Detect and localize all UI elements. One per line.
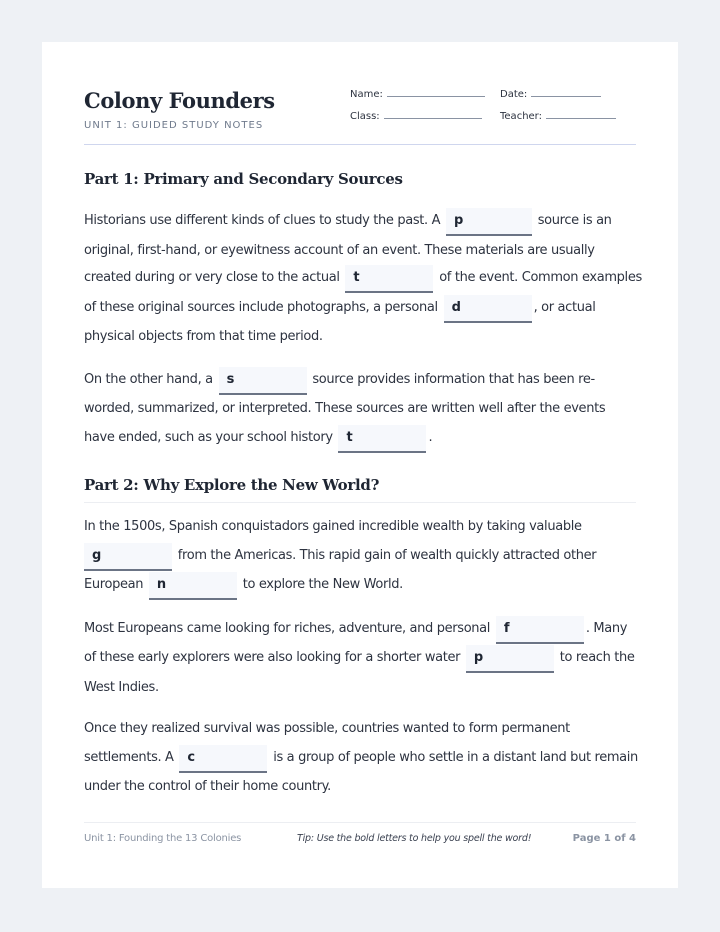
text-span: to explore the New World. bbox=[242, 577, 403, 592]
worksheet-header bbox=[84, 86, 636, 146]
text-line bbox=[84, 541, 596, 571]
hint-letter: d bbox=[451, 300, 461, 315]
hint-letter: p bbox=[473, 650, 483, 665]
date-field[interactable] bbox=[500, 86, 601, 100]
footer-tip: Tip: Use the bold letters to help you spell the word! bbox=[297, 833, 532, 844]
page-number: Page 1 of 4 bbox=[572, 833, 636, 844]
text-line: Once they realized survival was possible, countries wanted to form permanent bbox=[84, 721, 570, 736]
text-line: under the control of their home country. bbox=[84, 779, 331, 794]
footer-divider bbox=[84, 822, 636, 823]
text-span: have ended, such as your school history bbox=[84, 430, 333, 445]
text-line bbox=[84, 643, 635, 673]
hint-letter: s bbox=[226, 372, 234, 387]
fill-in-blank[interactable] bbox=[444, 295, 532, 323]
text-span: created during or very close to the actual bbox=[84, 270, 340, 285]
name-line[interactable] bbox=[387, 86, 485, 97]
text-span: of the event. Common examples bbox=[439, 270, 642, 285]
footer-unit-label: Unit 1: Founding the 13 Colonies bbox=[84, 833, 242, 844]
text-line bbox=[84, 423, 432, 453]
hint-letter: f bbox=[503, 621, 510, 636]
hint-letter: t bbox=[346, 430, 353, 445]
fill-in-blank[interactable] bbox=[179, 745, 267, 773]
part2-heading: Part 2: Why Explore the New World? bbox=[84, 476, 380, 494]
fill-in-blank[interactable] bbox=[338, 425, 426, 453]
worksheet-page bbox=[42, 42, 678, 888]
class-line[interactable] bbox=[384, 108, 482, 119]
fill-in-blank[interactable] bbox=[496, 616, 584, 644]
class-field[interactable] bbox=[350, 108, 482, 122]
text-line bbox=[84, 570, 403, 600]
fill-in-blank[interactable] bbox=[149, 572, 237, 600]
text-line: In the 1500s, Spanish conquistadors gained incredible wealth by taking valuable bbox=[84, 519, 582, 534]
text-line bbox=[84, 206, 612, 236]
text-line: original, first-hand, or eyewitness account of an event. These materials are usually bbox=[84, 243, 595, 258]
teacher-line[interactable] bbox=[546, 108, 616, 119]
hint-letter: t bbox=[353, 270, 360, 285]
text-span: , or actual bbox=[533, 300, 596, 315]
text-line bbox=[84, 614, 627, 644]
hint-letter: c bbox=[187, 750, 195, 765]
fill-in-blank[interactable] bbox=[466, 645, 554, 673]
text-span: of these original sources include photographs, a personal bbox=[84, 300, 438, 315]
page-subtitle: UNIT 1: GUIDED STUDY NOTES bbox=[84, 120, 264, 131]
fill-in-blank[interactable] bbox=[84, 543, 172, 571]
hint-letter: g bbox=[92, 548, 101, 563]
teacher-label: Teacher: bbox=[500, 111, 542, 122]
fill-in-blank[interactable] bbox=[345, 265, 433, 293]
text-span: to reach the bbox=[559, 650, 635, 665]
text-line bbox=[84, 293, 595, 323]
text-line bbox=[84, 743, 638, 773]
text-span: source provides information that has been re- bbox=[312, 372, 595, 387]
text-span: settlements. A bbox=[84, 750, 174, 765]
date-label: Date: bbox=[500, 89, 528, 100]
text-span: of these early explorers were also looking for a shorter water bbox=[84, 650, 461, 665]
text-line: West Indies. bbox=[84, 680, 159, 695]
header-divider bbox=[84, 144, 636, 145]
text-line: worded, summarized, or interpreted. These sources are written well after the events bbox=[84, 401, 606, 416]
text-span: European bbox=[84, 577, 144, 592]
text-span: Most Europeans came looking for riches, adventure, and personal bbox=[84, 621, 491, 636]
section-divider bbox=[84, 502, 636, 503]
hint-letter: p bbox=[453, 213, 463, 228]
page-title: Colony Founders bbox=[84, 88, 275, 113]
text-span: source is an bbox=[537, 213, 612, 228]
class-label: Class: bbox=[350, 111, 380, 122]
teacher-field[interactable] bbox=[500, 108, 616, 122]
name-label: Name: bbox=[350, 89, 383, 100]
part1-heading: Part 1: Primary and Secondary Sources bbox=[84, 170, 403, 188]
text-span: . Many bbox=[585, 621, 628, 636]
hint-letter: n bbox=[156, 577, 166, 592]
text-line: physical objects from that time period. bbox=[84, 329, 323, 344]
text-line bbox=[84, 365, 595, 395]
date-line[interactable] bbox=[531, 86, 601, 97]
text-line bbox=[84, 263, 642, 293]
text-span: . bbox=[428, 430, 433, 445]
fill-in-blank[interactable] bbox=[219, 367, 307, 395]
text-span: Historians use different kinds of clues to study the past. A bbox=[84, 213, 441, 228]
text-span: is a group of people who settle in a distant land but remain bbox=[273, 750, 638, 765]
fill-in-blank[interactable] bbox=[446, 208, 532, 236]
text-span: On the other hand, a bbox=[84, 372, 213, 387]
name-field[interactable] bbox=[350, 86, 485, 100]
text-span: from the Americas. This rapid gain of wealth quickly attracted other bbox=[177, 548, 597, 563]
